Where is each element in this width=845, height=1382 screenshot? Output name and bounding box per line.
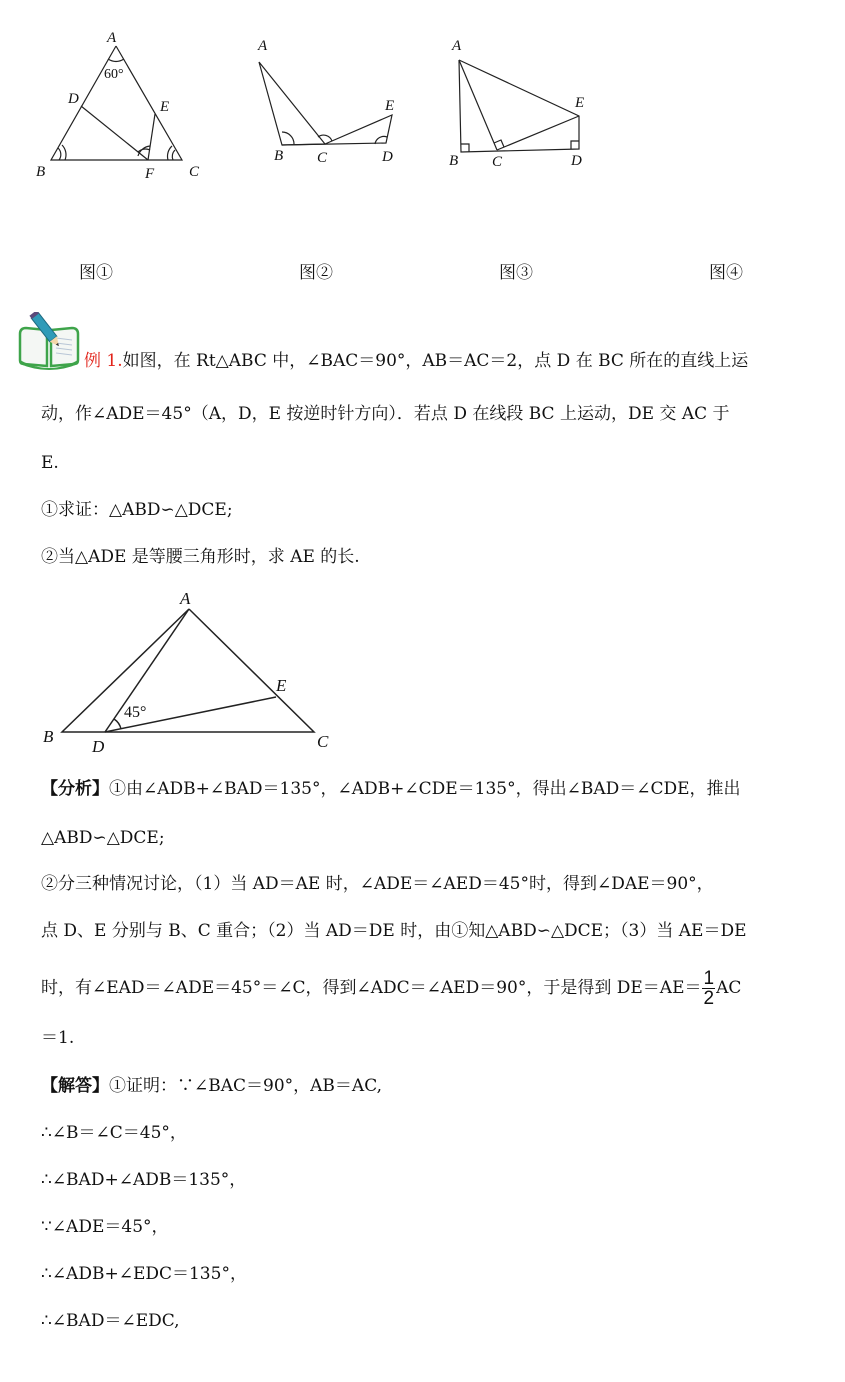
solution-line-5: ∴∠ADB+∠EDC＝135°， bbox=[41, 1264, 247, 1284]
solution-line-2: ∴∠B＝∠C＝45°， bbox=[41, 1123, 187, 1143]
example-label-d: D bbox=[92, 737, 105, 755]
fig3-label-b: B bbox=[449, 153, 459, 169]
figure-1-caption: 图① bbox=[79, 263, 113, 283]
example-label-e: E bbox=[276, 676, 287, 695]
fig2-label-c: C bbox=[317, 150, 328, 166]
fig1-label-a: A bbox=[107, 30, 117, 46]
example-label-a: A bbox=[180, 589, 191, 608]
example-label: 例 1. bbox=[84, 351, 123, 371]
analysis-heading: 【分析】 bbox=[41, 779, 109, 799]
analysis-text-5: 时，有∠EAD＝∠ADE＝45°＝∠C，得到∠ADC＝∠AED＝90°，于是得到 DE＝AE＝ bbox=[41, 978, 702, 998]
example-figure-triangle-abc bbox=[30, 580, 350, 755]
solution-line-1 bbox=[41, 1074, 382, 1098]
question-2: ②当△ADE 是等腰三角形时，求 AE 的长. bbox=[41, 547, 360, 567]
analysis-line-6: ＝1. bbox=[41, 1028, 75, 1048]
analysis-text-1: ①由∠ADB+∠BAD＝135°，∠ADB+∠CDE＝135°，得出∠BAD＝∠CDE，推出 bbox=[109, 779, 741, 799]
problem-line-3: E. bbox=[41, 453, 59, 473]
solution-text-1: ①证明：∵∠BAC＝90°，AB＝AC, bbox=[109, 1076, 383, 1096]
fig1-label-f: F bbox=[145, 166, 155, 182]
analysis-line-5: 时，有∠EAD＝∠ADE＝45°＝∠C，得到∠ADC＝∠AED＝90°，于是得到 DE＝AE＝ $\frac{1}{2}$ AC bbox=[41, 968, 742, 1009]
example-angle-label: 45° bbox=[124, 704, 147, 721]
fig3-label-c: C bbox=[492, 154, 503, 170]
fig2-label-b: B bbox=[274, 148, 284, 164]
problem-line-1: 如图，在 Rt△ABC 中，∠BAC＝90°，AB＝AC＝2，点 D 在 BC 所在的直线上运 bbox=[122, 351, 749, 371]
fig1-angle-label: 60° bbox=[104, 67, 124, 82]
fig2-label-d: D bbox=[382, 149, 393, 165]
analysis-line-3: ②分三种情况讨论，（1）当 AD＝AE 时，∠ADE＝∠AED＝45°时，得到∠DAE＝90°， bbox=[41, 874, 714, 894]
analysis-line-1 bbox=[41, 777, 741, 801]
example-label-c: C bbox=[317, 732, 329, 751]
fig3-label-d: D bbox=[571, 153, 582, 169]
solution-line-3: ∴∠BAD+∠ADB＝135°， bbox=[41, 1170, 247, 1190]
fig1-label-c: C bbox=[189, 164, 200, 180]
figure-3-caption: 图③ bbox=[499, 263, 533, 283]
solution-line-6: ∴∠BAD＝∠EDC, bbox=[41, 1311, 180, 1331]
question-1: ①求证：△ABD∽△DCE; bbox=[41, 500, 233, 520]
fraction-one-half: $\frac{1}{2}$ bbox=[703, 968, 715, 1009]
analysis-line-2: △ABD∽△DCE; bbox=[41, 828, 165, 848]
fig2-label-a: A bbox=[258, 38, 268, 54]
figure-2-caption: 图② bbox=[299, 263, 333, 283]
problem-line-2: 动，作∠ADE＝45°（A，D，E 按逆时针方向）．若点 D 在线段 BC 上运动，DE 交 AC 于 bbox=[41, 404, 730, 424]
fig1-label-e: E bbox=[160, 99, 170, 115]
fig1-label-d: D bbox=[68, 91, 79, 107]
figure-2-k-shape bbox=[240, 20, 420, 180]
example-label-b: B bbox=[43, 727, 54, 746]
figure-4-caption: 图④ bbox=[709, 263, 743, 283]
fig3-label-a: A bbox=[452, 38, 462, 54]
fig3-label-e: E bbox=[575, 95, 585, 111]
figure-1-equilateral-triangle bbox=[0, 0, 220, 200]
fig1-label-b: B bbox=[36, 164, 46, 180]
solution-heading: 【解答】 bbox=[41, 1076, 109, 1096]
solution-line-4: ∵∠ADE＝45°， bbox=[41, 1217, 169, 1237]
example-line-1 bbox=[84, 349, 748, 373]
fig2-label-e: E bbox=[385, 98, 395, 114]
book-pencil-icon bbox=[16, 312, 82, 370]
analysis-line-4: 点 D、E 分别与 B、C 重合；（2）当 AD＝DE 时，由①知△ABD∽△DCE；（3）当 AE＝DE bbox=[41, 921, 747, 941]
figure-3-right-angle-k-shape bbox=[440, 20, 610, 180]
